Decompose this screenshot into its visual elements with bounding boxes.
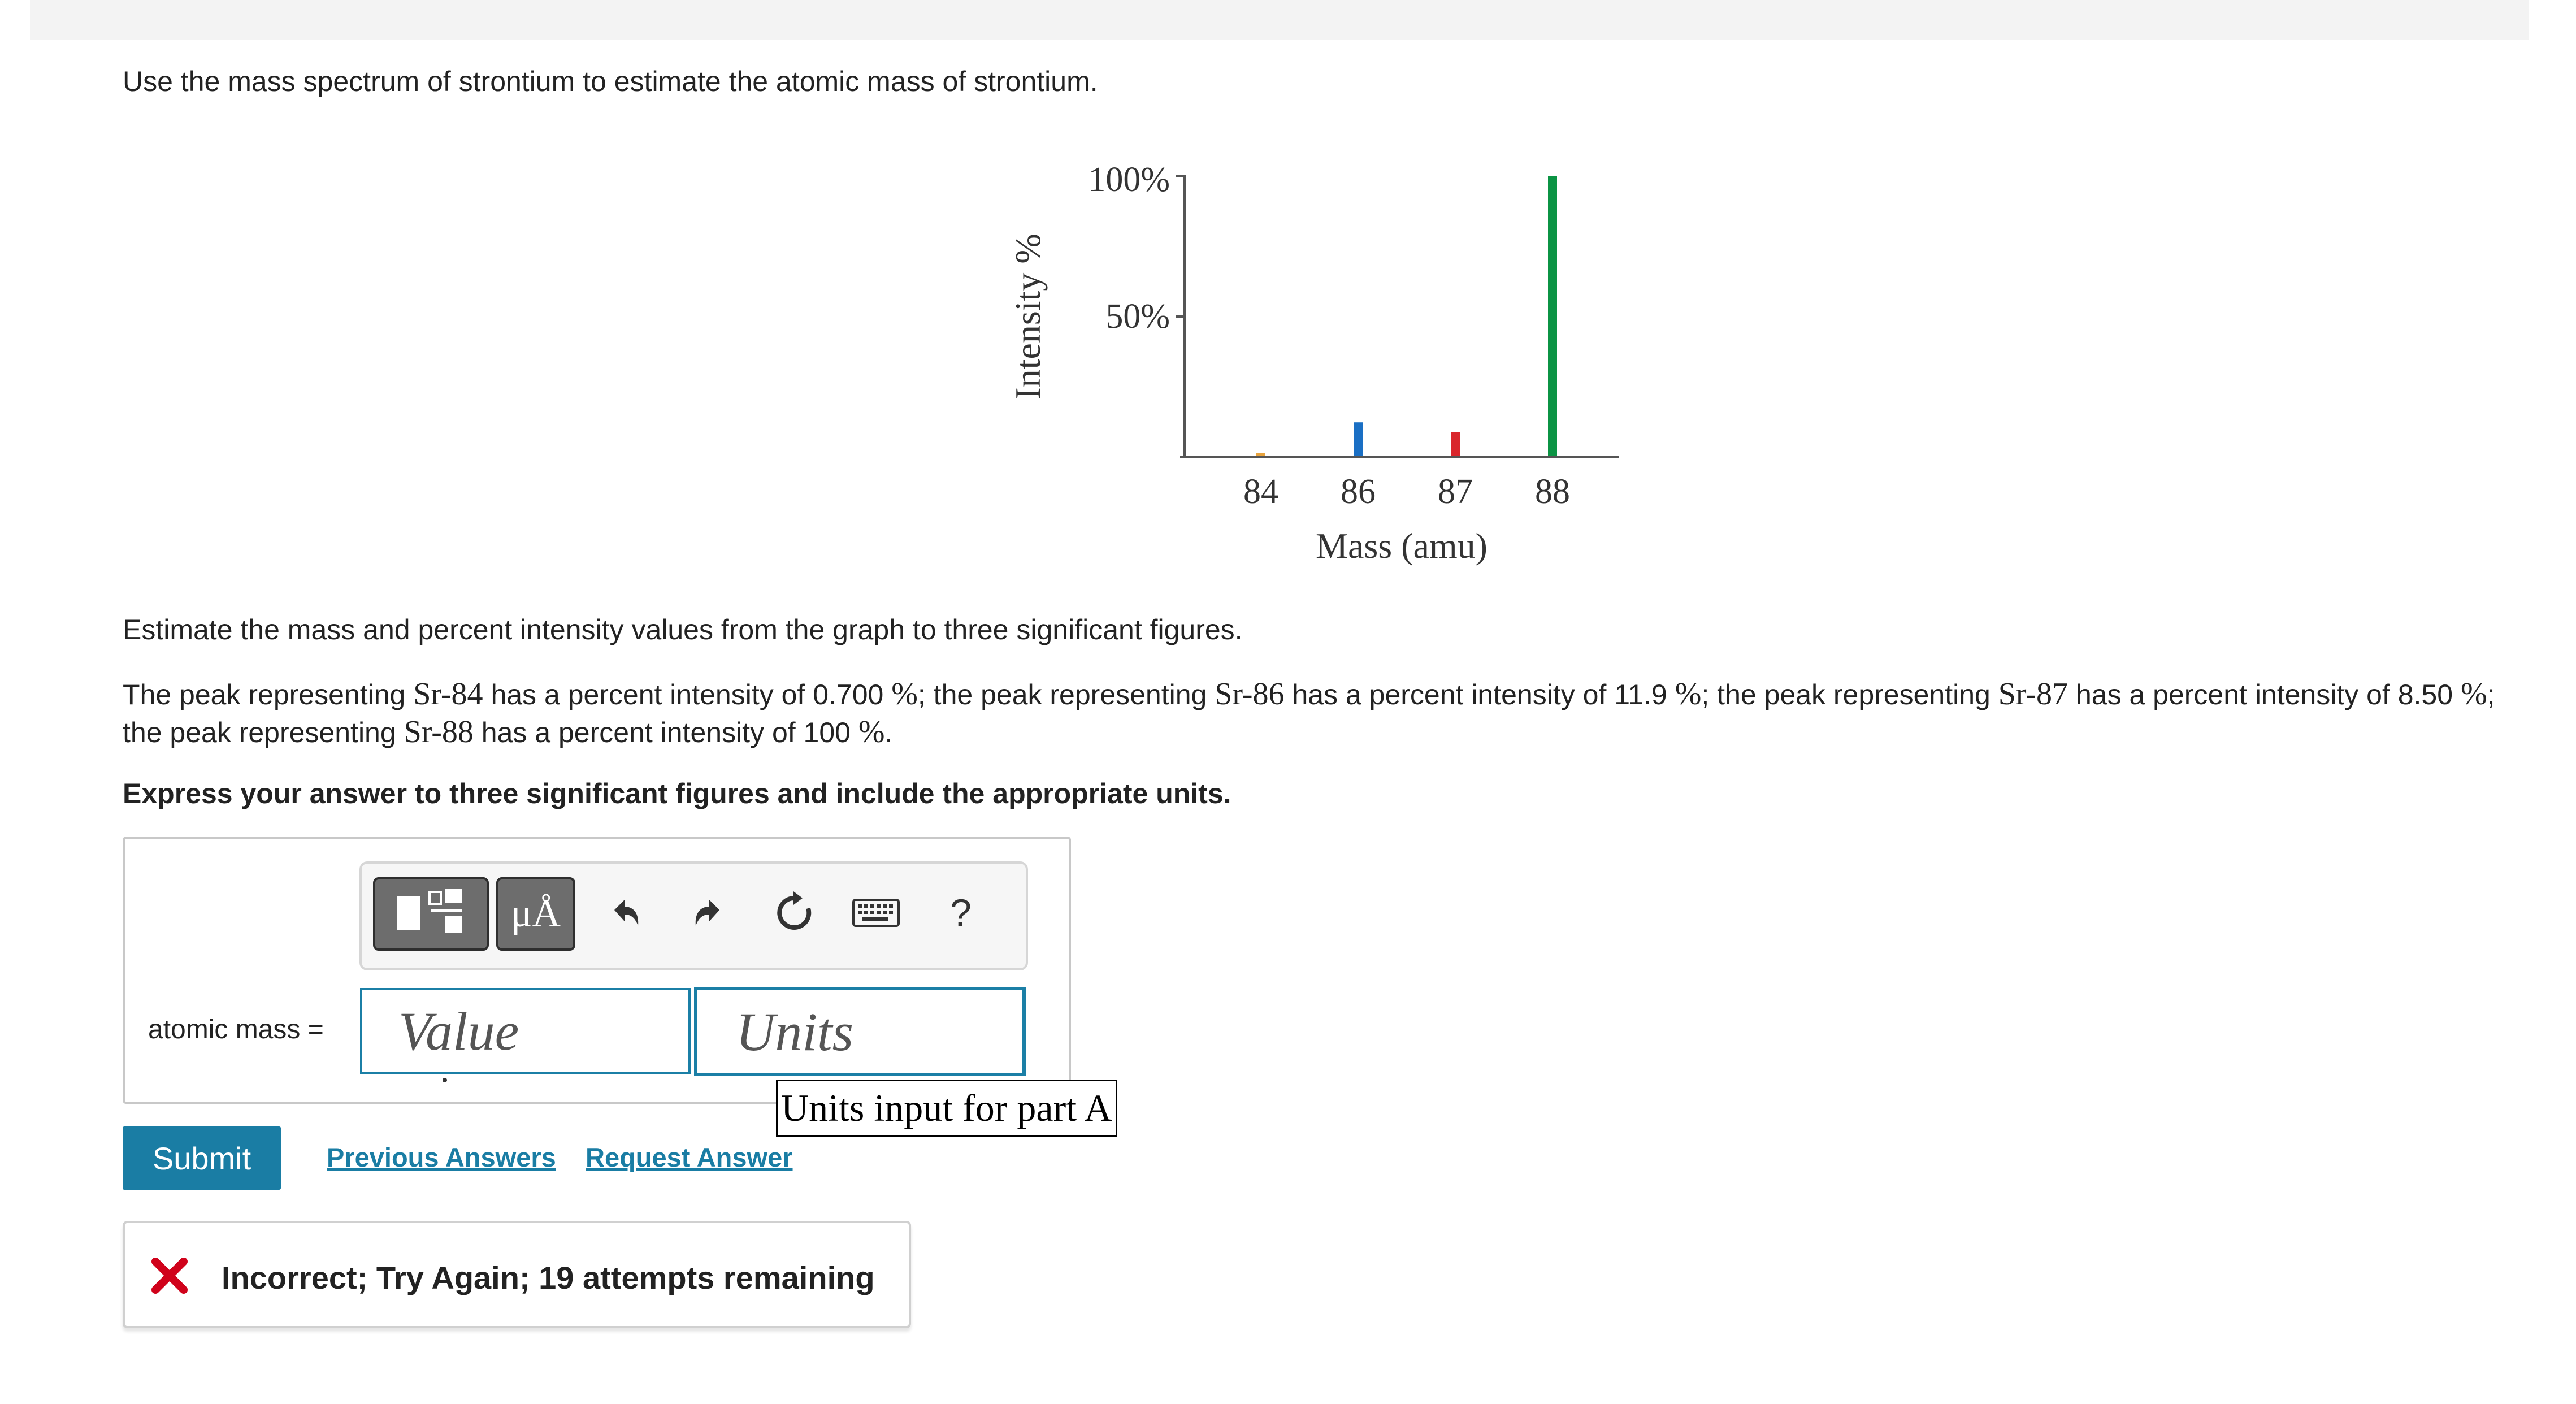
question-text: Use the mass spectrum of strontium to estimate the atomic mass of strontium. (123, 66, 1098, 97)
peaks-text: The peak representing (123, 679, 414, 710)
undo-button[interactable] (595, 882, 651, 944)
bar-84 (1256, 453, 1265, 456)
peaks-text: . (884, 717, 893, 748)
keyboard-button[interactable] (851, 882, 901, 944)
x-tick-87: 87 (1438, 473, 1473, 511)
request-answer-link[interactable]: Request Answer (586, 1142, 793, 1172)
top-bar (30, 0, 2529, 40)
value-input[interactable] (360, 988, 691, 1074)
peaks-text: has a percent intensity of 8.50 (2068, 679, 2461, 710)
submit-button[interactable]: Submit (123, 1126, 281, 1190)
feedback-text: Incorrect; Try Again; 19 attempts remaining (222, 1260, 875, 1295)
express-instruction: Express your answer to three significant figures and include the appropriate units. (123, 778, 1231, 809)
x-axis-label: Mass (amu) (1316, 526, 1488, 566)
percent-sign: % (858, 714, 885, 749)
redo-icon (691, 893, 731, 933)
redo-button[interactable] (683, 882, 739, 944)
templates-button[interactable] (373, 877, 489, 951)
undo-icon (603, 893, 643, 933)
mass-spectrum-chart (961, 141, 1650, 571)
reset-button[interactable] (766, 882, 823, 944)
bar-88 (1548, 176, 1557, 456)
help-button[interactable] (935, 882, 986, 944)
templates-icon (375, 879, 487, 948)
x-tick-88: 88 (1535, 473, 1570, 511)
bars-group (1256, 176, 1557, 456)
keyboard-icon (852, 899, 900, 927)
x-tick-86: 86 (1341, 473, 1376, 511)
percent-sign: % (891, 677, 918, 712)
x-icon (150, 1256, 189, 1295)
peaks-text: has a percent intensity of 0.700 (483, 679, 892, 710)
isotope-sr86: Sr-86 (1215, 677, 1285, 712)
peaks-text: has a percent intensity of 11.9 (1284, 679, 1675, 710)
units-button-label: μÅ (510, 892, 561, 935)
previous-answers-link[interactable]: Previous Answers (327, 1142, 556, 1172)
y-tick-50: 50% (1105, 297, 1170, 336)
reset-icon (772, 890, 817, 935)
peaks-paragraph (123, 675, 2519, 751)
cursor-dot (443, 1078, 447, 1082)
units-tooltip: Units input for part A (776, 1080, 1117, 1137)
help-label: ? (950, 891, 972, 934)
bar-86 (1354, 422, 1363, 456)
isotope-sr88: Sr-88 (404, 714, 474, 749)
isotope-sr87: Sr-87 (1998, 677, 2068, 712)
estimate-instruction: Estimate the mass and percent intensity values from the graph to three significant figures. (123, 614, 1243, 645)
y-tick-100: 100% (1088, 161, 1170, 199)
percent-sign: % (2460, 677, 2487, 712)
y-axis-label: Intensity % (1008, 233, 1048, 400)
x-tick-84: 84 (1243, 473, 1278, 511)
atomic-mass-label: atomic mass = (148, 1015, 324, 1045)
percent-sign: % (1675, 677, 1702, 712)
units-input[interactable] (694, 987, 1026, 1076)
peaks-text: ; the peak representing (123, 679, 2495, 748)
isotope-sr84: Sr-84 (413, 677, 483, 712)
bar-87 (1451, 432, 1460, 456)
units-button[interactable] (496, 877, 575, 951)
peaks-text: has a percent intensity of 100 (473, 717, 858, 748)
peaks-text: ; the peak representing (1701, 679, 1998, 710)
peaks-text: ; the peak representing (917, 679, 1215, 710)
